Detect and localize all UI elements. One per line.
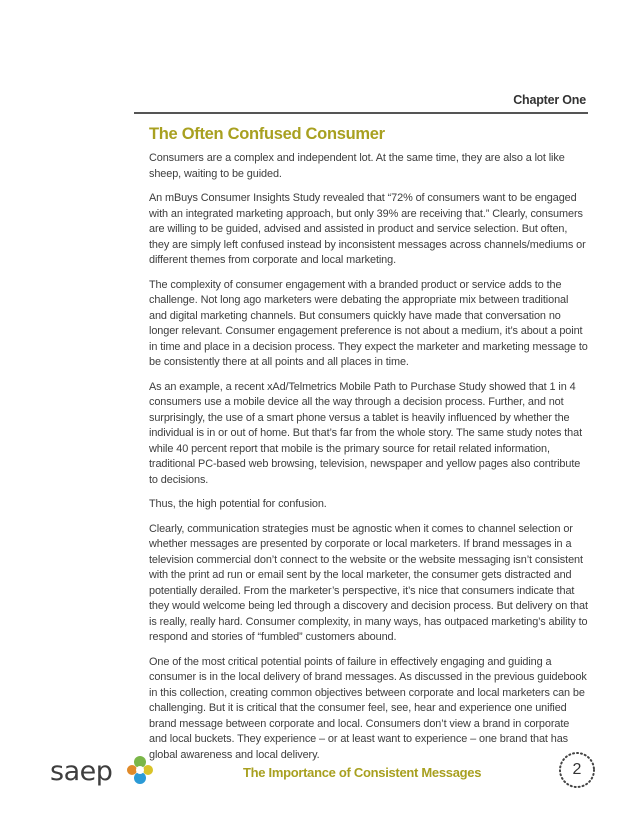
paragraph-2: An mBuys Consumer Insights Study revealed that “72% of consumers want to be engaged with an integrated marketing approach, but only 39% are receiving that.” Clearly, consumers are willing to be guided, advised and assisted in product and service selection. But often, they are simply left confused instead by inconsistent messages across channels/mediums or different themes from corporate and local marketing.: [149, 192, 586, 266]
footer-title: The Importance of Consistent Messages: [243, 765, 482, 780]
paragraph-5: Thus, the high potential for confusion.: [149, 498, 327, 510]
logo-mark-icon: [50, 750, 160, 790]
article-title: The Often Confused Consumer: [149, 125, 385, 143]
chapter-label: Chapter One: [513, 93, 586, 107]
paragraph-3: The complexity of consumer engagement with a branded product or service adds to the challenge. Not long ago marketers were debating the appropriate mix between traditional and digital marketing channels. But consumers quickly have made that conversation no longer relevant. Consumer engagement preference is not about a medium, it’s about a point in time and place in a decision process. They expect the marketer and marketing message to be consistently there at all points and all places in time.: [149, 278, 588, 368]
page-number: 2: [572, 761, 582, 778]
logo-wordmark: saep: [50, 756, 113, 787]
paragraph-7: One of the most critical potential points of failure in effectively engaging and guiding a consumer is in the local delivery of brand messages. As discussed in the previous guidebook in this collection, creating common objectives between corporate and local marketers can be challenging. But it is critical that the consumer feel, see, hear and experience one unified brand message between corporate and local. Consumers don’t view a brand in corporate and local buckets. They experience – or at least want to experience – one brand that has global awareness and local delivery.: [149, 655, 587, 761]
page-number-badge: [558, 751, 596, 789]
paragraph-6: Clearly, communication strategies must be agnostic when it comes to channel selection or whether messages are presented by corporate or local marketers. If brand messages in a television commercial don’t connect to the website or the website messaging isn’t consistent with the print ad run or email sent by the local marketer, the consumer gets distracted and potentially derailed. From the marketer’s perspective, it’s nice that consumers indicate that they would welcome being led through a discovery and decision process. But delivery on that is really, really hard. Consumer complexity, in many ways, has outpaced marketing’s ability to respond and stories of “fumbled” customers abound.: [149, 522, 588, 643]
saepio-logo: [50, 750, 160, 790]
paragraph-1: Consumers are a complex and independent lot. At the same time, they are also a lot like sheep, waiting to be guided.: [149, 152, 565, 180]
header-rule: [134, 112, 588, 114]
article-body: [149, 125, 589, 772]
paragraph-4: As an example, a recent xAd/Telmetrics Mobile Path to Purchase Study showed that 1 in 4 consumers use a mobile device all the way through a decision process. Further, and not surprisingly, the use of a smart phone versus a tablet is heavily influenced by whether the individual is in or out of home. But that’s far from the whole story. The same study notes that while 40 percent report that mobile is the primary source for retail related information, traditional PC-based web browsing, television, newspaper and yellow pages also contribute to decisions.: [149, 380, 583, 486]
